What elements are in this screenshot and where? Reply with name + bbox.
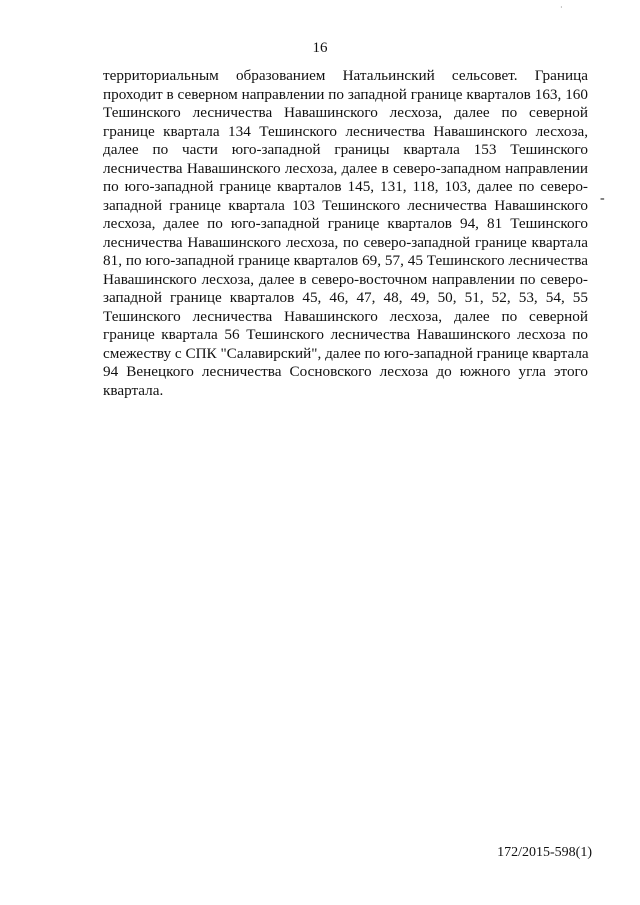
text-line: западной границе квартала 103 Тешинского лесничества Навашинского	[103, 196, 588, 214]
text-line: территориальным образованием Натальинский сельсовет. Граница	[103, 67, 588, 84]
text-line: 94 Венецкого лесничества Сосновского лесхоза до южного угла этого	[103, 363, 588, 380]
text-line: 81, по юго-западной границе кварталов 69, 57, 45 Тешинского лесничества	[103, 252, 588, 269]
text-line: квартала.	[103, 381, 164, 399]
text-line: Тешинского лесничества Навашинского лесхоза, далее по северной	[103, 307, 588, 325]
text-line: по юго-западной границе кварталов 145, 131, 118, 103, далее по северо-	[103, 178, 588, 195]
text-line: западной границе кварталов 45, 46, 47, 48, 49, 50, 51, 52, 53, 54, 55	[103, 289, 588, 306]
text-line: Навашинского лесхоза, далее в северо-восточном направлении по северо-	[103, 270, 588, 288]
text-line: лесничества Навашинского лесхоза, по северо-западной границе квартала	[103, 233, 588, 251]
text-line: Тешинского лесничества Навашинского лесхоза, далее по северной	[103, 104, 588, 121]
text-line: далее по части юго-западной границы квартала 153 Тешинского	[103, 141, 588, 158]
margin-mark: -	[600, 191, 605, 206]
text-line: смежеству с СПК "Салавирский", далее по юго-западной границе квартала	[103, 344, 589, 362]
text-line: лесничества Навашинского лесхоза, далее в северо-западном направлении	[103, 159, 588, 177]
page-number: 16	[312, 40, 328, 56]
corner-mark: ·	[560, 3, 563, 12]
text-line: границе квартала 134 Тешинского лесничества Навашинского лесхоза,	[103, 122, 588, 140]
document-code: 172/2015-598(1)	[497, 845, 592, 860]
text-line: проходит в северном направлении по западной границе кварталов 163, 160	[103, 85, 588, 103]
text-line: границе квартала 56 Тешинского лесничества Навашинского лесхоза по	[103, 326, 588, 343]
text-line: лесхоза, далее по юго-западной границе кварталов 94, 81 Тешинского	[103, 215, 588, 232]
body-text	[103, 67, 588, 400]
